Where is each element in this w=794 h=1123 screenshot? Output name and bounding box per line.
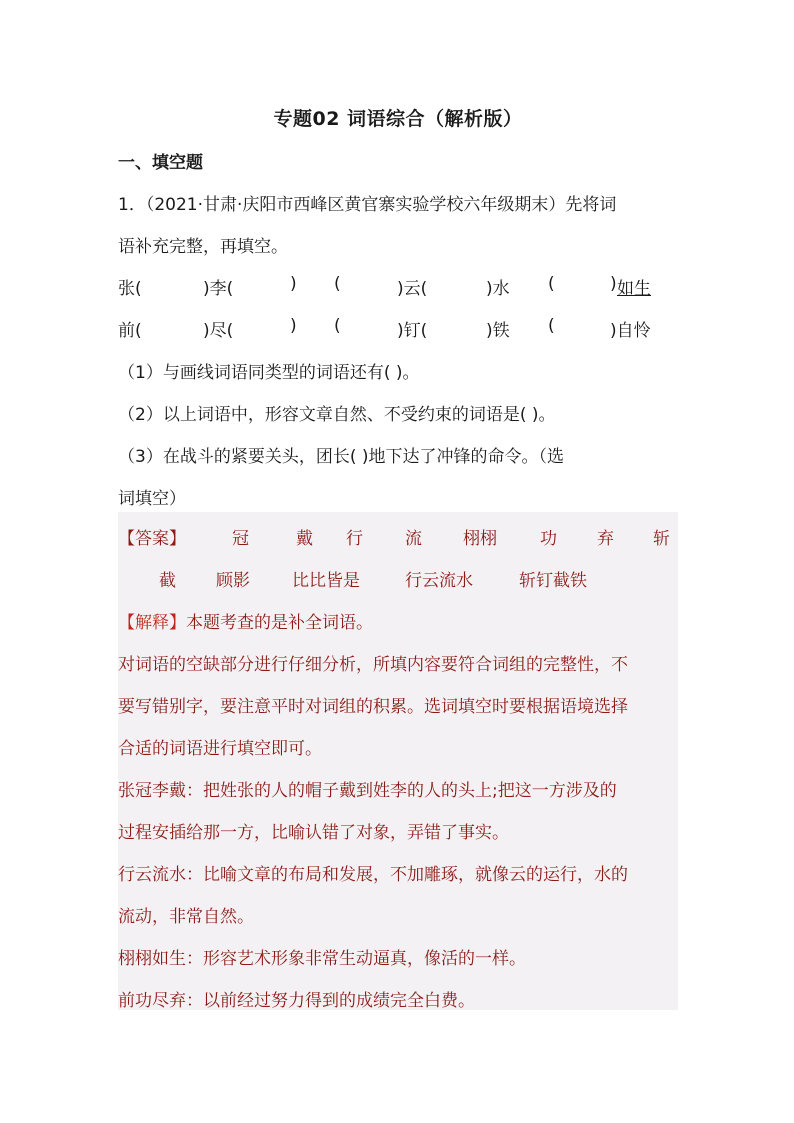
- explanation-intro: 本题考查的是补全词语。: [186, 613, 373, 633]
- blank-cell: 张(: [118, 279, 142, 299]
- blank-cell: )云(: [397, 279, 428, 299]
- blank-cell: (: [334, 316, 341, 336]
- answer-word: 比比皆是: [292, 571, 360, 591]
- explanation-label: 【解释】: [118, 613, 186, 633]
- blank-cell: ): [610, 274, 617, 294]
- answer-word: 流: [405, 529, 422, 549]
- blank-cell: )自怜: [610, 321, 651, 341]
- blank-cell: )水: [486, 279, 510, 299]
- blank-cell: 前(: [118, 321, 142, 341]
- blank-row-1: [118, 274, 678, 300]
- underlined-word: 如生: [617, 279, 651, 299]
- sub-question-1: （1）与画线词语同类型的词语还有( )。: [118, 363, 420, 383]
- answer-word: 栩栩: [463, 529, 497, 549]
- sub-question-2: （2）以上词语中，形容文章自然、不受约束的词语是( )。: [118, 405, 556, 425]
- explanation-line: 对词语的空缺部分进行仔细分析，所填内容要符合词组的完整性，不: [118, 655, 628, 675]
- explanation-intro-line: [118, 608, 373, 633]
- blank-cell: (: [548, 274, 555, 294]
- blank-cell: )李(: [203, 279, 234, 299]
- explanation-line: 合适的词语进行填空即可。: [118, 739, 322, 759]
- answer-word: 戴: [296, 529, 313, 549]
- answer-row-1: [118, 524, 678, 550]
- blank-cell: ): [290, 274, 297, 294]
- explanation-line: 栩栩如生：形容艺术形象非常生动逼真，像活的一样。: [118, 949, 526, 969]
- blank-cell: (: [334, 274, 341, 294]
- explanation-line: 流动，非常自然。: [118, 907, 254, 927]
- blank-cell: ): [290, 316, 297, 336]
- question-line-1: 1．（2021·甘肃·庆阳市西峰区黄官寨实验学校六年级期末）先将词: [118, 195, 617, 215]
- blank-cell: (: [548, 316, 555, 336]
- blank-cell: )铁: [486, 321, 510, 341]
- sub-question-3: （3）在战斗的紧要关头，团长( )地下达了冲锋的命令。（选: [118, 447, 564, 467]
- answer-word: 弃: [597, 529, 614, 549]
- explanation-line: 过程安插给那一方，比喻认错了对象，弄错了事实。: [118, 823, 509, 843]
- sub-question-3-cont: 词填空）: [118, 489, 186, 509]
- answer-word: 截: [159, 571, 176, 591]
- explanation-line: 前功尽弃：以前经过努力得到的成绩完全白费。: [118, 991, 475, 1011]
- question-line-2: 语补充完整，再填空。: [118, 237, 288, 257]
- answer-word: 顾影: [216, 571, 250, 591]
- blank-row-2: [118, 316, 678, 342]
- answer-word: 行: [346, 529, 363, 549]
- answer-row-2: [118, 566, 678, 592]
- answer-word: 行云流水: [405, 571, 473, 591]
- explanation-line: 张冠李戴：把姓张的人的帽子戴到姓李的人的头上;把这一方涉及的: [118, 781, 617, 801]
- answer-word: 斩钉截铁: [519, 571, 587, 591]
- section-title: 一、填空题: [118, 153, 203, 173]
- answer-label: 【答案】: [118, 529, 186, 549]
- blank-cell: )尽(: [203, 321, 234, 341]
- answer-word: 功: [540, 529, 557, 549]
- page-title: 专题02 词语综合（解析版）: [273, 108, 523, 130]
- explanation-line: 要写错别字，要注意平时对词组的积累。选词填空时要根据语境选择: [118, 697, 628, 717]
- explanation-line: 行云流水：比喻文章的布局和发展，不加雕琢，就像云的运行，水的: [118, 865, 628, 885]
- blank-cell: )钉(: [397, 321, 428, 341]
- answer-word: 斩: [653, 529, 670, 549]
- answer-word: 冠: [232, 529, 249, 549]
